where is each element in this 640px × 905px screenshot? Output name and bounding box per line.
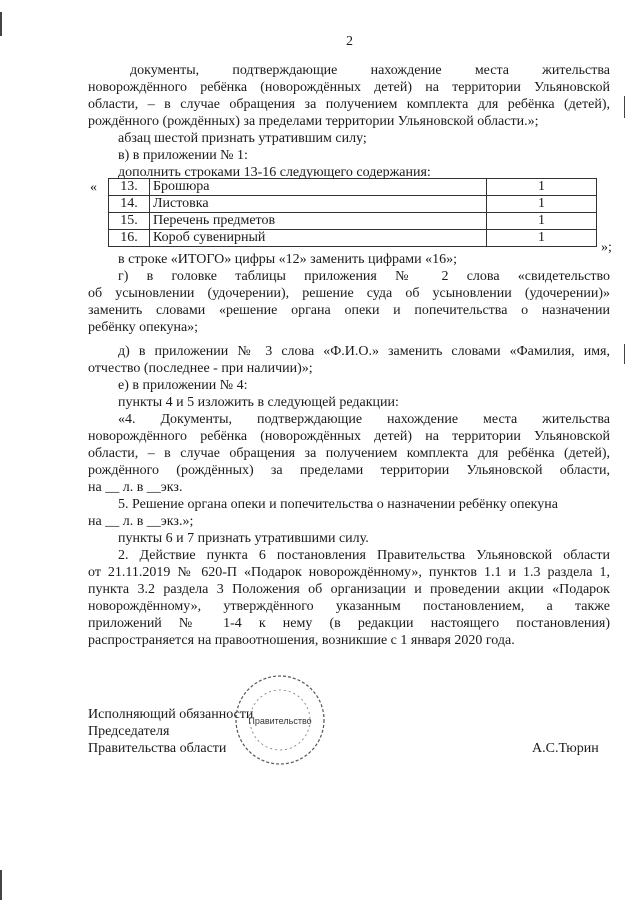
point4-line-2: новорождённого ребёнка (новорождённых детей) на территории Ульяновской xyxy=(88,429,610,444)
table-cell-qty: 1 xyxy=(487,196,597,213)
scan-edge-mark-bottom xyxy=(0,870,2,900)
scan-right-mark-2 xyxy=(624,344,625,364)
item-g-line-1: г) в головке таблицы приложения № 2 слова «свидетельство xyxy=(118,269,610,284)
item-e-sub: пункты 4 и 5 изложить в следующей редакции: xyxy=(118,395,399,410)
table-cell-qty: 1 xyxy=(487,179,597,196)
section2-line-3: пункта 3.2 раздела 3 Положения об организации и проведении акции «Подарок xyxy=(88,582,610,597)
table-cell-num: 14. xyxy=(109,196,150,213)
section2-line-5: приложений № 1-4 к нему (в редакции настоящего постановления) xyxy=(88,616,610,631)
point5-line-1: 5. Решение органа опеки и попечительства о назначении ребёнку опекуна xyxy=(118,497,558,512)
table-row xyxy=(109,179,597,196)
point4-line-3: области, – в случае обращения за получением комплекта для ребёнка (детей), xyxy=(88,446,610,461)
scan-right-mark-1 xyxy=(624,96,625,118)
item-g-line-3: заменить словами «решение органа опеки и попечительства о назначении xyxy=(88,303,610,318)
signature-line-1: Исполняющий обязанности xyxy=(88,707,254,722)
item-abzac: абзац шестой признать утратившим силу; xyxy=(118,131,367,146)
point4-line-5: на __ л. в __экз. xyxy=(88,480,183,495)
table-cell-qty: 1 xyxy=(487,213,597,230)
section2-line-2: от 21.11.2019 № 620-П «Подарок новорождённому», пунктов 1.1 и 1.3 раздела 1, xyxy=(88,565,610,580)
stamp-text: Правительство xyxy=(248,716,312,726)
items-table xyxy=(108,178,597,247)
table-cell-num: 16. xyxy=(109,230,150,247)
top-paragraph-line-4: рождённого (рождённых) за пределами территории Ульяновской области.»; xyxy=(88,114,539,129)
quote-close: »; xyxy=(601,240,612,255)
itogo-line: в строке «ИТОГО» цифры «12» заменить цифрами «16»; xyxy=(118,252,458,267)
point4-line-4: рождённого (рождённых) за пределами территории Ульяновской области, xyxy=(88,463,610,478)
point5-line-2: на __ л. в __экз.»; xyxy=(88,514,194,529)
top-paragraph-line-2: новорождённого ребёнка (новорождённых детей) на территории Ульяновской xyxy=(88,80,610,95)
quote-open: « xyxy=(90,180,97,195)
signature-name: А.С.Тюрин xyxy=(532,741,599,756)
table-cell-num: 15. xyxy=(109,213,150,230)
table-row xyxy=(109,230,597,247)
section2-line-1: 2. Действие пункта 6 постановления Правительства Ульяновской области xyxy=(118,548,610,563)
table-cell-name: Короб сувенирный xyxy=(150,230,487,247)
table-row xyxy=(109,213,597,230)
table-cell-qty: 1 xyxy=(487,230,597,247)
item-d-line-2: отчество (последнее - при наличии)»; xyxy=(88,361,313,376)
table-cell-name: Брошюра xyxy=(150,179,487,196)
item-v-add: дополнить строками 13-16 следующего содержания: xyxy=(118,165,431,180)
section2-line-6: распространяется на правоотношения, возникшие с 1 января 2020 года. xyxy=(88,633,515,648)
scan-edge-mark-top xyxy=(0,12,2,36)
page-number: 2 xyxy=(346,34,353,49)
official-stamp xyxy=(232,672,328,768)
section2-line-4: новорождённому», утверждённого указанным постановлением, а также xyxy=(88,599,610,614)
table-cell-name: Перечень предметов xyxy=(150,213,487,230)
item-g-line-2: об усыновлении (удочерении), решение суда об усыновлении (удочерении)» xyxy=(88,286,610,301)
table-cell-name: Листовка xyxy=(150,196,487,213)
signature-line-3: Правительства области xyxy=(88,741,227,756)
table-cell-num: 13. xyxy=(109,179,150,196)
top-paragraph-line-3: области, – в случае обращения за получением комплекта для ребёнка (детей), xyxy=(88,97,610,112)
item-d-line-1: д) в приложении № 3 слова «Ф.И.О.» заменить словами «Фамилия, имя, xyxy=(118,344,610,359)
table-row xyxy=(109,196,597,213)
points-6-7: пункты 6 и 7 признать утратившими силу. xyxy=(118,531,369,546)
top-paragraph-line-1: документы, подтверждающие нахождение места жительства xyxy=(130,63,610,78)
item-v: в) в приложении № 1: xyxy=(118,148,248,163)
item-e: е) в приложении № 4: xyxy=(118,378,248,393)
item-g-line-4: ребёнку опекуна»; xyxy=(88,320,199,335)
signature-line-2: Председателя xyxy=(88,724,170,739)
point4-line-1: «4. Документы, подтверждающие нахождение места жительства xyxy=(118,412,610,427)
